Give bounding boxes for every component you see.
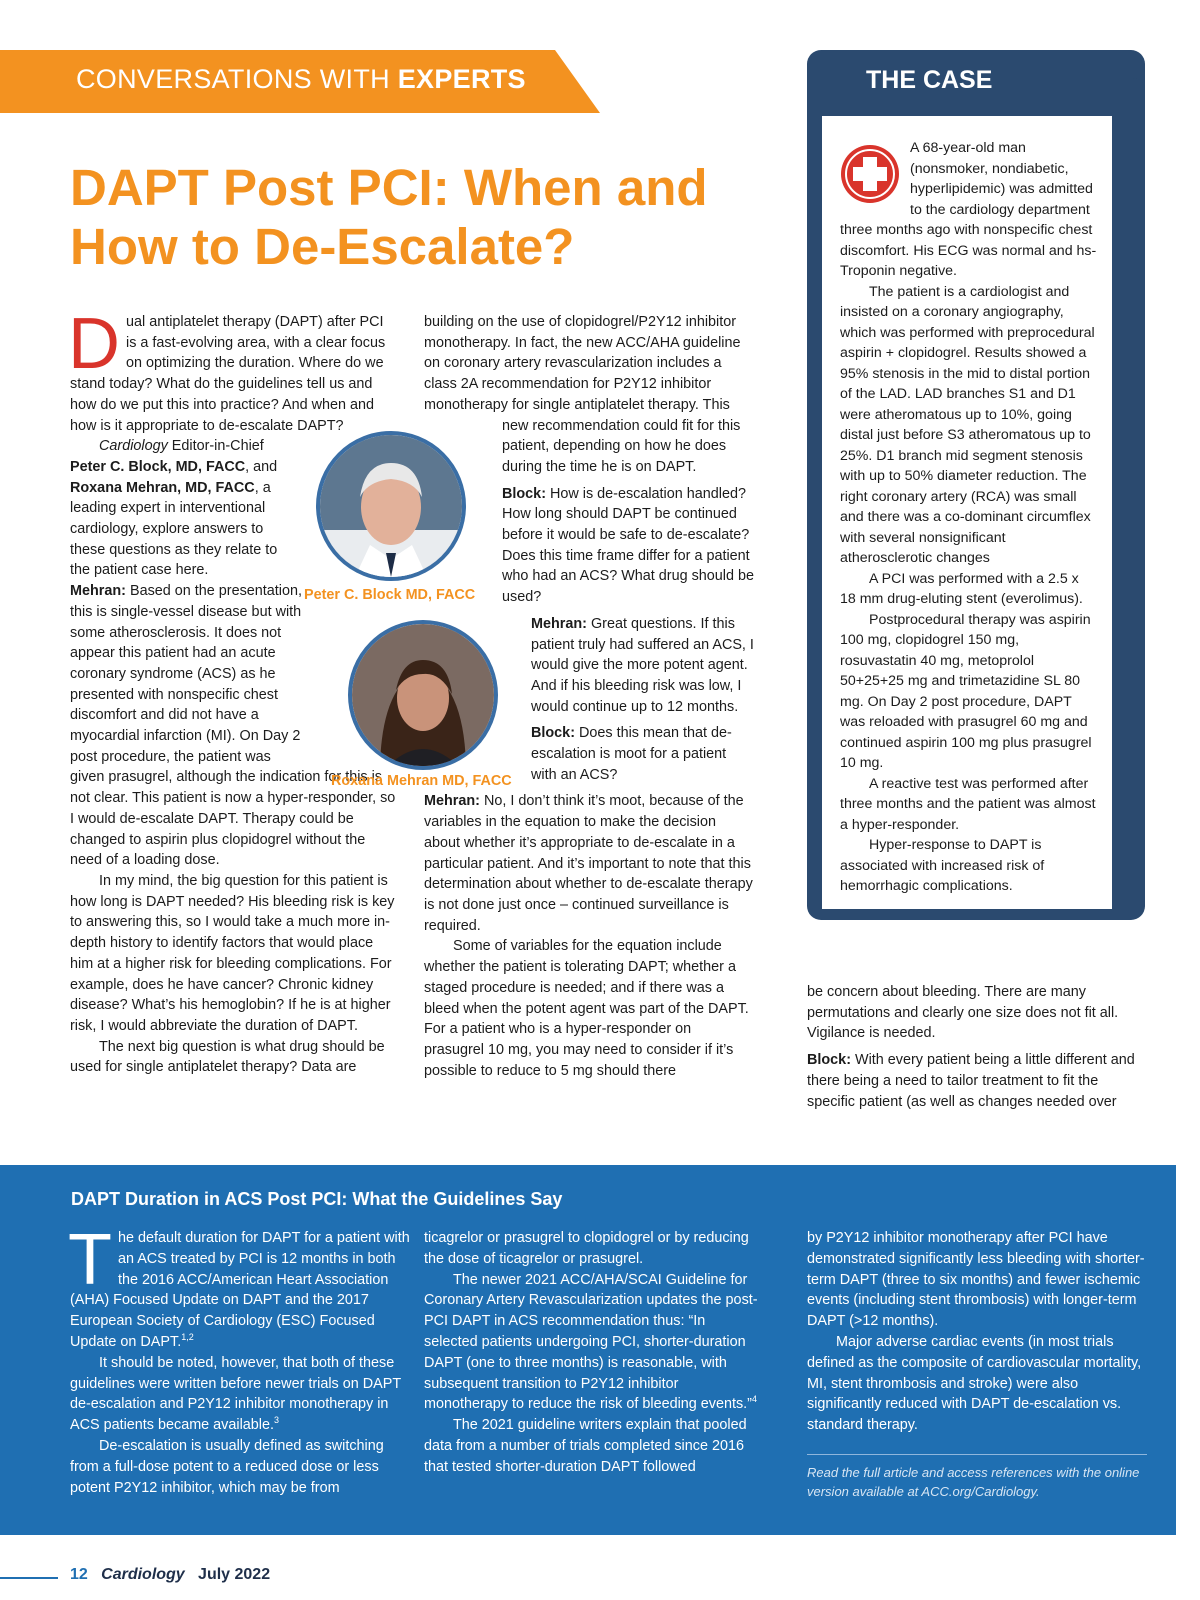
case-paragraph: Hyper-response to DAPT is associated with increased risk of hemorrhagic complications. [840, 837, 1045, 894]
sidebar-paragraph: Major adverse cardiac events (in most trials defined as the composite of cardiovascular mortality, MI, stent thrombosis and stroke) were also significantly reduced with DAPT de-escalation vs. standard therapy. [807, 1333, 1142, 1434]
sidebar-column-2 [424, 1228, 759, 1478]
case-title: THE CASE [866, 66, 993, 94]
photo-caption-block: Peter C. Block MD, FACC [304, 587, 476, 603]
page-number: 12 [70, 1566, 88, 1583]
issue-date: July 2022 [198, 1566, 271, 1583]
article-headline: DAPT Post PCI: When and How to De-Escalate? [70, 159, 708, 275]
case-body [822, 116, 1112, 909]
sidebar-paragraph: It should be noted, however, that both of these guidelines were written before newer trials on DAPT de-escalation and P2Y12 inhibitor monotherapy in ACS patients became available.$^3$ [70, 1354, 401, 1434]
sidebar-paragraph: De-escalation is usually defined as switching from a full-dose potent to a reduced dose or less potent P2Y12 inhibitor, which may be from [70, 1437, 384, 1496]
sidebar-paragraph: by P2Y12 inhibitor monotherapy after PCI have demonstrated significantly less bleeding with shorter-term DAPT (three to six months) and fewer ischemic events (including stent thrombosis) with longer-term DAPT (>12 months). [807, 1230, 1145, 1330]
sidebar-column-1 [68, 1220, 410, 1498]
drop-cap: D [68, 304, 120, 384]
article-column-2 [424, 312, 754, 1081]
online-note: Read the full article and access references with the online version available at ACC.org/Cardiology. [807, 1464, 1140, 1499]
magazine-name: Cardiology [101, 1566, 185, 1583]
case-paragraph: The patient is a cardiologist and insisted on a coronary angiography, which was performed with preprocedural aspirin + clopidogrel. Results showed a 95% stenosis in the mid to distal portion of the LAD. LAD branches S1 and D1 were atheromatous up to 10%, going distal just before S3 atheromatous up to 25%. D1 branch mid segment stenosis with up to 50% diameter reduction. The right coronary artery (RCA) was small and there was a co-dominant circumflex with several nonsignificant atherosclerotic changes [840, 283, 1095, 566]
mehran-answer-1: Mehran: Based on the presentation, this is single-vessel disease but with some atherosclerosis. It does not appear this patient had an acute coronary syndrome (ACS) as he presented with nonspecific chest discomfort and did not have a myocardial infarction (MI). On Day 2 post procedure, the patient was given prasugrel, although the indication for this is not clear. This patient is now a hyper-responder, so I would de-escalate DAPT. Therapy could be changed to aspirin plus clopidogrel without the need of a loading dose. [70, 583, 396, 869]
paragraph: The next big question is what drug should be used for single antiplatelet therapy? Data are [70, 1038, 385, 1076]
sidebar-paragraph: The 2021 guideline writers explain that pooled data from a number of trials completed since 2016 that tested shorter-duration DAPT followed [424, 1417, 747, 1475]
paragraph: In my mind, the big question for this patient is how long is DAPT needed? His bleeding risk is key to answering this, so I would take a much more in-depth history to identify factors that would place him at a higher risk for bleeding complications. For example, does he have cancer? Chronic kidney disease? What’s his hemoglobin? If he is at higher risk, I would abbreviate the duration of DAPT. [70, 872, 395, 1034]
sidebar-title: DAPT Duration in ACS Post PCI: What the Guidelines Say [71, 1189, 563, 1209]
case-paragraph: A reactive test was performed after three months and the patient was almost a hyper-responder. [840, 775, 1096, 833]
article-column-3 [807, 982, 1142, 1112]
intro-paragraph: Dual antiplatelet therapy (DAPT) after PCI is a fast-evolving area, with a clear focus on optimizing the duration. Where do we stand today? What do the guidelines tell us and how do we put this into practice? And when and how is it appropriate to de-escalate DAPT? [68, 304, 386, 434]
footer-rule [0, 1577, 58, 1579]
sidebar-column-3 [807, 1228, 1147, 1501]
page-footer [70, 1566, 270, 1584]
editor-paragraph: Cardiology Editor-in-Chief Peter C. Block, MD, FACC, and Roxana Mehran, MD, FACC, a leading expert in interventional cardiology, explore answers to these questions as they relate to the patient case here. [70, 438, 278, 579]
sidebar-paragraph: The newer 2021 ACC/AHA/SCAI Guideline for Coronary Artery Revascularization updates the post-PCI DAPT in ACS recommendation thus: “In selected patients undergoing PCI, shorter-duration DAPT (one to three months) is reasonable, with subsequent transition to P2Y12 inhibitor monotherapy to reduce the risk of bleeding events.”$^4$ [424, 1271, 758, 1413]
mehran-answer-3: Mehran: No, I don’t think it’s moot, because of the variables in the equation to make the decision about whether it’s appropriate to de-escalate in a particular patient. And it’s important to note that this determination about whether to de-escalate therapy is not done just once – continued surveillance is required. [424, 793, 753, 934]
paragraph: be concern about bleeding. There are many permutations and clearly one size does not fit all. Vigilance is needed. [807, 984, 1119, 1042]
mehran-answer-2: Mehran: Great questions. If this patient truly had suffered an ACS, I would give the more potent agent. And if his bleeding risk was low, I would continue up to 12 months. [531, 615, 754, 715]
paragraph: Some of variables for the equation include whether the patient is tolerating DAPT; whether a staged procedure is needed; and if there was a bleed when the potent agent was part of the DAPT. For a patient who is a hyper-responder on prasugrel 10 mg, you may need to consider if it’s possible to reduce to 5 mg should there [424, 938, 749, 1079]
case-paragraph: Postprocedural therapy was aspirin 100 mg, clopidogrel 150 mg, rosuvastatin 40 mg, metoprolol 50+25+25 mg and trimetazidine SL 80 mg. On Day 2 post procedure, DAPT was reloaded with prasugrel 60 mg and continued aspirin 100 mg plus prasugrel 10 mg. [840, 611, 1092, 771]
medical-cross-icon [840, 144, 900, 204]
block-question-3: Block: With every patient being a little different and there being a need to tailor treatment to fit the specific patient (as well as changes needed over [807, 1052, 1135, 1110]
paragraph: building on the use of clopidogrel/P2Y12 inhibitor monotherapy. In fact, the new ACC/AHA guideline on coronary artery revascularization includes a class 2A recommendation for P2Y12 inhibitor monotherapy for single antiplatelet therapy. This [424, 314, 741, 413]
sidebar-paragraph: ticagrelor or prasugrel to clopidogrel or by reducing the dose of ticagrelor or prasugrel. [424, 1230, 749, 1267]
drop-cap: T [68, 1220, 112, 1300]
divider [807, 1454, 1147, 1455]
block-question-1: Block: How is de-escalation handled? How long should DAPT be continued before it would be safe to de-escalate? Does this time frame differ for a patient who had an ACS? What drug should be used? [502, 485, 755, 606]
case-paragraph: A 68-year-old man (nonsmoker, nondiabetic, hyperlipidemic) was admitted to the cardiology department three months ago with nonspecific chest discomfort. His ECG was normal and hs-Troponin negative. [840, 140, 1097, 279]
sidebar-paragraph: The default duration for DAPT for a patient with an ACS treated by PCI is 12 months in both the 2016 ACC/American Heart Association (AHA) Focused Update on DAPT and the 2017 European Society of Cardiology (ESC) Focused Update on DAPT.$^{1,2}$ [68, 1220, 410, 1350]
paragraph: new recommendation could fit for this patient, depending on how he does during the time he is on DAPT. [502, 417, 741, 475]
case-paragraph: A PCI was performed with a 2.5 x 18 mm drug-eluting stent (everolimus). [840, 570, 1083, 607]
photo-caption-mehran: Roxana Mehran MD, FACC [331, 773, 512, 789]
section-title: CONVERSATIONS WITH EXPERTS [76, 64, 526, 94]
block-question-2: Block: Does this mean that de-escalation is moot for a patient with an ACS? [531, 725, 732, 783]
